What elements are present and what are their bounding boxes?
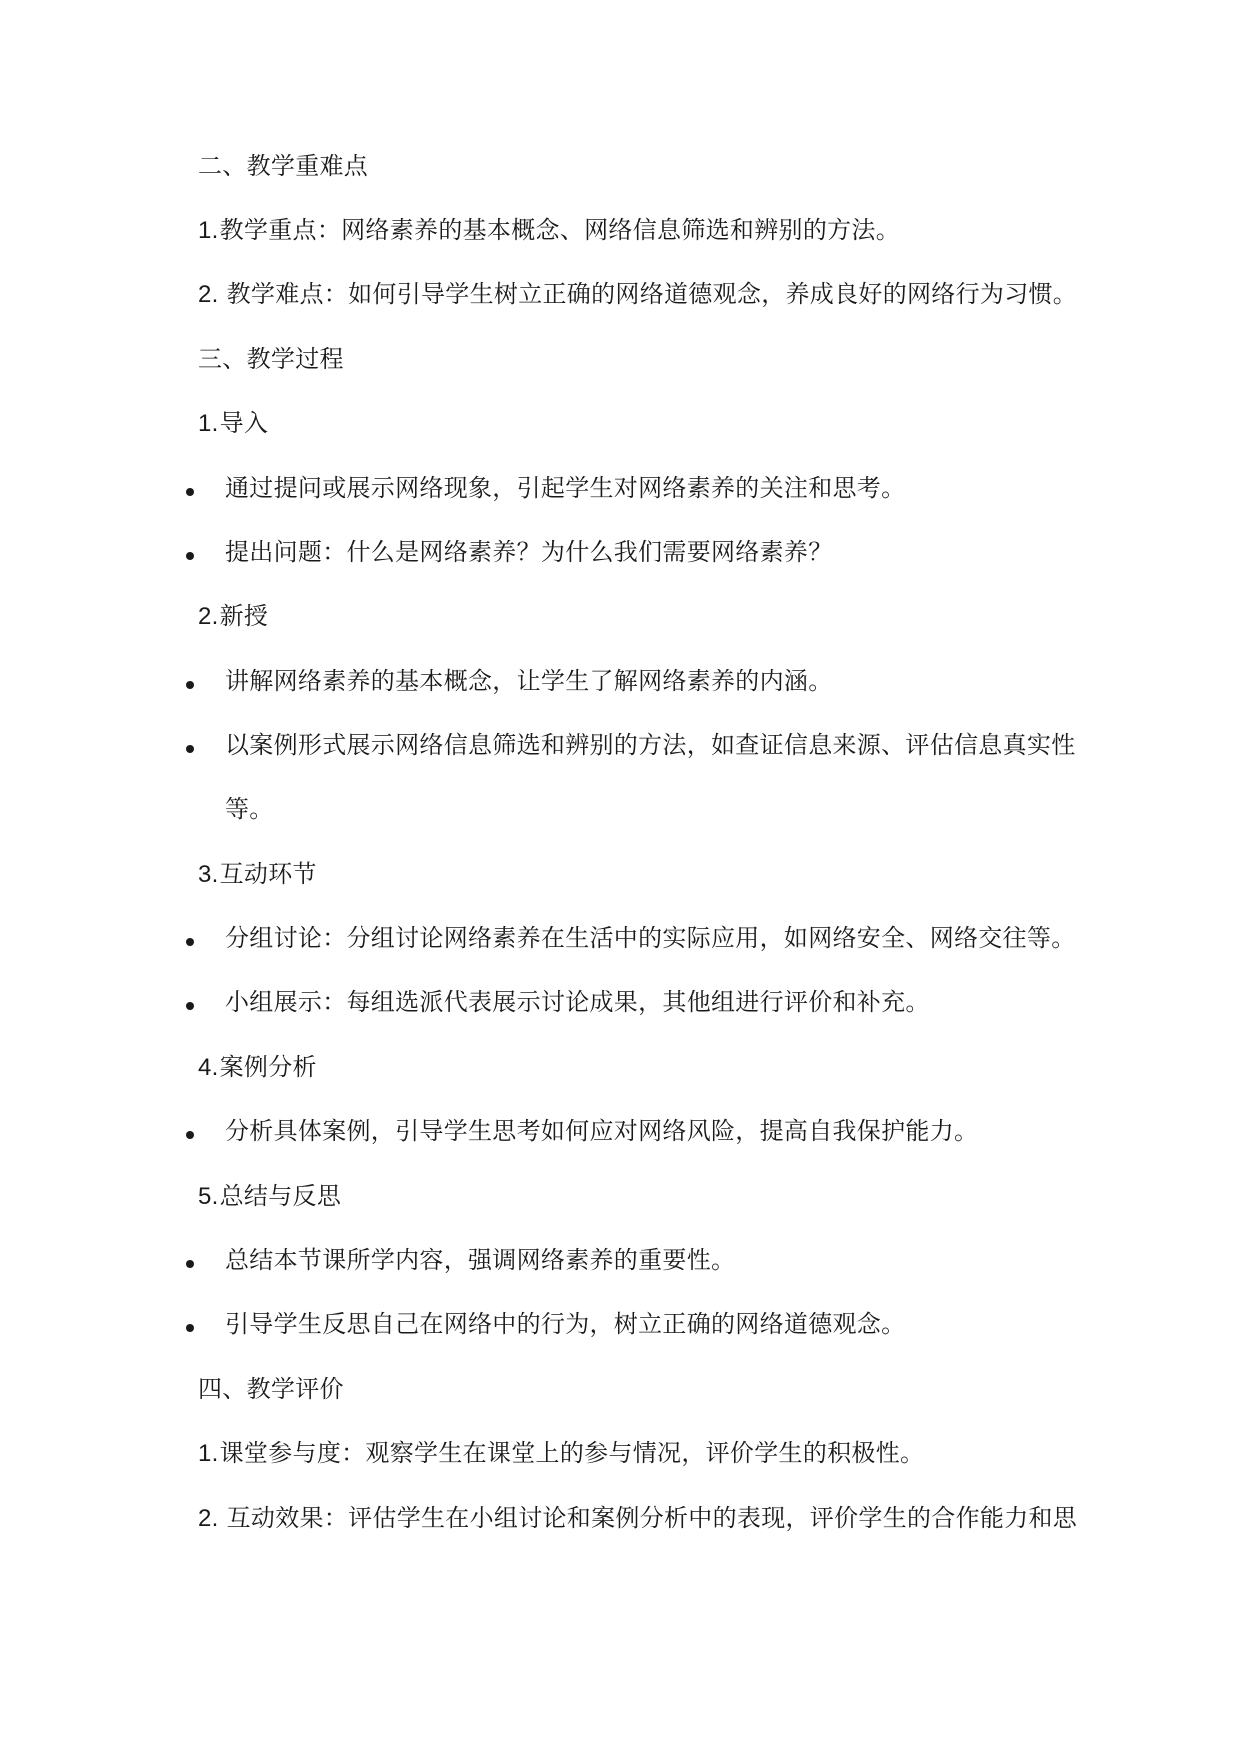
step-heading [198,1051,317,1084]
bullet-dot [186,681,194,689]
numbered-item [198,1502,1077,1535]
section-heading: 三、教学过程 [198,345,344,373]
bullet-item: 分组讨论：分组讨论网络素养在生活中的实际应用，如网络安全、网络交往等。 [225,924,1076,952]
step-title: 导入 [219,409,269,437]
bullet-dot [186,488,194,496]
step-title: 案例分析 [219,1053,317,1081]
bullet-item: 分析具体案例，引导学生思考如何应对网络风险，提高自我保护能力。 [225,1117,979,1145]
item-number: 1. [198,217,219,244]
item-text: 课堂参与度：观察学生在课堂上的参与情况，评价学生的积极性。 [219,1439,925,1467]
step-heading [198,1180,341,1213]
bullet-item: 提出问题：什么是网络素养？为什么我们需要网络素养？ [225,538,833,566]
step-number: 5. [198,1183,219,1210]
step-number: 2. [198,603,219,630]
step-number: 3. [198,861,219,888]
bullet-dot [186,745,194,753]
step-title: 总结与反思 [219,1182,342,1210]
bullet-item: 以案例形式展示网络信息筛选和辨别的方法，如查证信息来源、评估信息真实性 [225,731,1076,759]
numbered-item [198,278,1077,311]
bullet-dot [186,1002,194,1010]
bullet-item: 总结本节课所学内容，强调网络素养的重要性。 [225,1246,736,1274]
numbered-item [198,1437,924,1470]
item-number: 1. [198,1440,219,1467]
section-heading: 四、教学评价 [198,1375,344,1403]
section-heading: 二、教学重难点 [198,152,369,180]
item-number: 2. [198,1505,226,1532]
step-heading [198,407,268,440]
bullet-item: 讲解网络素养的基本概念，让学生了解网络素养的内涵。 [225,667,833,695]
bullet-item: 小组展示：每组选派代表展示讨论成果，其他组进行评价和补充。 [225,988,930,1016]
bullet-dot [186,938,194,946]
numbered-item [198,214,900,247]
item-text: 互动效果：评估学生在小组讨论和案例分析中的表现，评价学生的合作能力和思 [226,1504,1078,1532]
bullet-dot [186,1131,194,1139]
item-text: 教学难点：如何引导学生树立正确的网络道德观念，养成良好的网络行为习惯。 [226,280,1078,308]
bullet-item: 引导学生反思自己在网络中的行为，树立正确的网络道德观念。 [225,1310,906,1338]
step-heading [198,600,268,633]
step-title: 新授 [219,602,269,630]
step-number: 1. [198,410,219,437]
bullet-item-continuation: 等。 [225,795,274,823]
item-text: 教学重点：网络素养的基本概念、网络信息筛选和辨别的方法。 [219,216,901,244]
step-number: 4. [198,1054,219,1081]
bullet-dot [186,1324,194,1332]
step-heading [198,858,317,891]
step-title: 互动环节 [219,860,317,888]
bullet-dot [186,552,194,560]
bullet-item: 通过提问或展示网络现象，引起学生对网络素养的关注和思考。 [225,474,906,502]
item-number: 2. [198,281,226,308]
bullet-dot [186,1260,194,1268]
